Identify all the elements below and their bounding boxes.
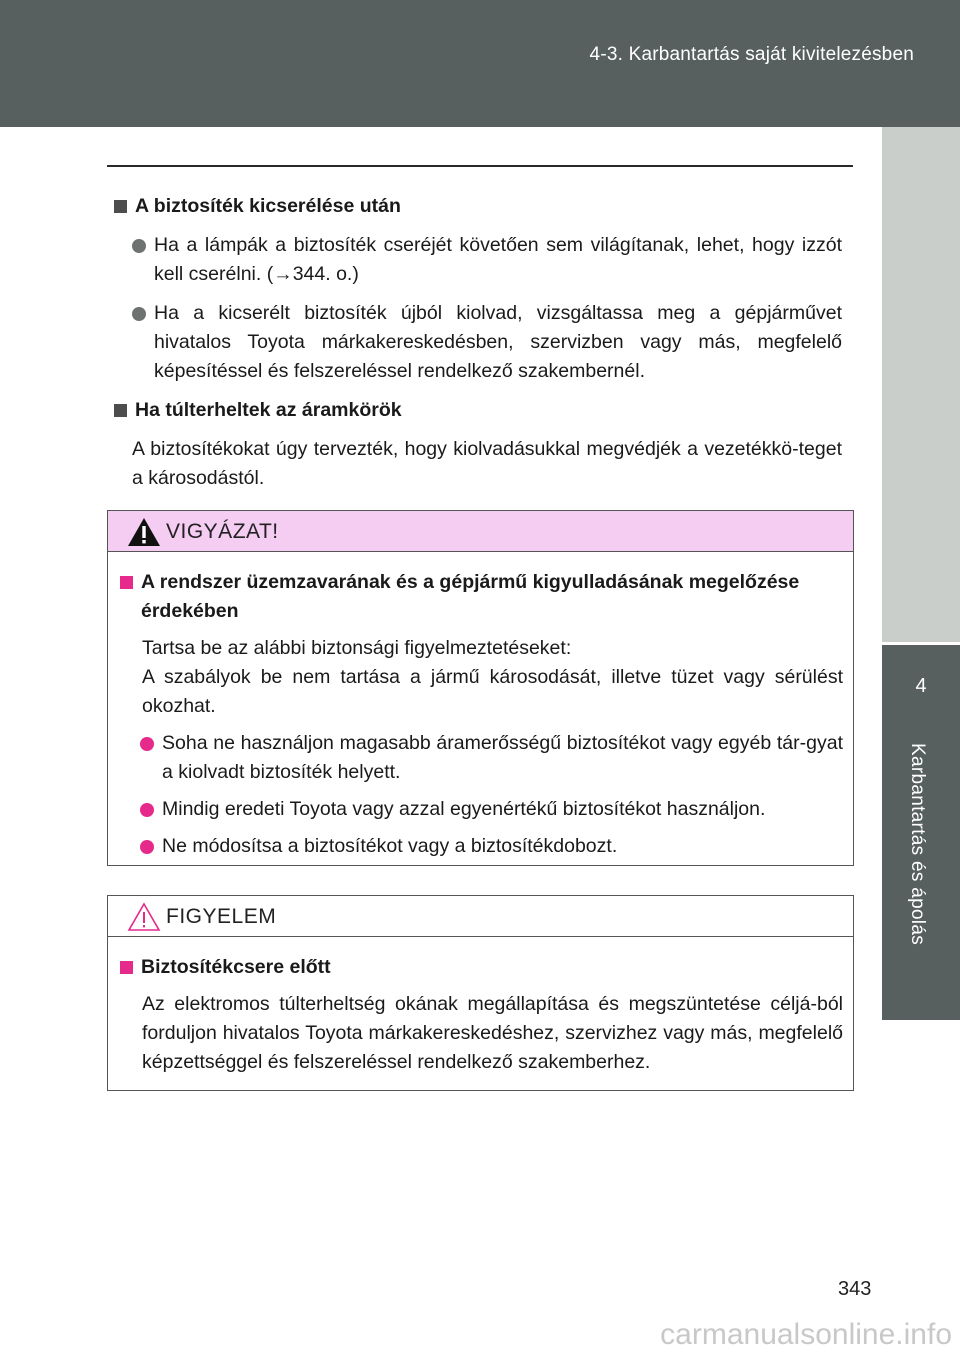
list-item-text: Ne módosítsa a biztosítékot vagy a biztosítékdobozt.: [162, 835, 618, 857]
paragraph: A szabályok be nem tartása a jármű károsodását, illetve tüzet vagy sérülést okozhat.: [142, 666, 843, 717]
list-item-text: Ha a kicserélt biztosíték újból kiolvad, vizsgáltassa meg a gépjárművet hivatalos Toyota márkakereskedésben, szervizben vagy más, megfelelő képesítéssel és felszereléssel rendelkező szakembernél.: [154, 302, 842, 382]
section-heading: [112, 396, 842, 425]
list-item-text: Soha ne használjon magasabb áramerősségű biztosítékot vagy egyéb tár-gyat a kiolvadt biztosíték helyett.: [162, 732, 843, 783]
caution-header: [108, 511, 853, 552]
chapter-number: 4: [915, 675, 927, 697]
section-title: A biztosíték kicserélése után: [135, 195, 401, 217]
notice-triangle-icon: [127, 902, 161, 932]
side-tab-upper: [882, 127, 960, 645]
paragraph: Tartsa be az alábbi biztonsági figyelmeztetéseket:: [142, 637, 572, 659]
top-rule: [107, 165, 853, 167]
section-heading: [112, 192, 842, 221]
section-title: Ha túlterheltek az áramkörök: [135, 399, 402, 421]
notice-box: [107, 895, 854, 1091]
square-bullet-icon: [114, 200, 127, 213]
caution-title: A rendszer üzemzavarának és a gépjármű kigyulladásának megelőzése érdekében: [141, 571, 800, 622]
dot-bullet-icon: [132, 307, 146, 321]
list-item-text: Ha a lámpák a biztosíték cseréjét követően sem világítanak, lehet, hogy izzót kell cserélni. (→344. o.): [154, 234, 842, 285]
square-bullet-icon: [120, 961, 133, 974]
caution-body: [108, 552, 853, 879]
dot-bullet-icon: [132, 239, 146, 253]
notice-heading: [120, 953, 843, 982]
dot-bullet-icon: [140, 840, 154, 854]
square-bullet-icon: [114, 404, 127, 417]
notice-title: Biztosítékcsere előtt: [141, 956, 331, 978]
list-item-text: Mindig eredeti Toyota vagy azzal egyenértékű biztosítékot használjon.: [162, 798, 766, 820]
caution-box: [107, 510, 854, 866]
notice-body: [108, 937, 853, 1095]
watermark: carmanualsonline.info: [660, 1318, 952, 1351]
main-content: [112, 192, 842, 503]
list-item: [132, 231, 842, 289]
list-item: [140, 795, 843, 824]
list-item: [140, 729, 843, 787]
dot-bullet-icon: [140, 803, 154, 817]
caution-label: VIGYÁZAT!: [166, 520, 279, 543]
chapter-title: Karbantartás és ápolás: [907, 743, 928, 945]
list-item: [132, 299, 842, 386]
square-bullet-icon: [120, 576, 133, 589]
notice-label: FIGYELEM: [166, 905, 277, 928]
paragraph: A biztosítékokat úgy tervezték, hogy kiolvadásukkal megvédjék a vezetékkö-teget a károsodástól.: [132, 438, 842, 489]
page-number: 343: [838, 1278, 872, 1300]
caution-heading: [120, 568, 843, 626]
dot-bullet-icon: [140, 737, 154, 751]
section-header: 4-3. Karbantartás saját kivitelezésben: [589, 44, 914, 65]
notice-header: [108, 896, 853, 937]
warning-triangle-icon: [127, 517, 161, 547]
paragraph: Az elektromos túlterheltség okának megállapítása és megszüntetése céljá-ból forduljon hivatalos Toyota márkakereskedéshez, szervizhez vagy más, megfelelő képzettséggel és felszereléssel rendelkező szakemberhez.: [142, 993, 843, 1073]
list-item: [140, 832, 843, 861]
